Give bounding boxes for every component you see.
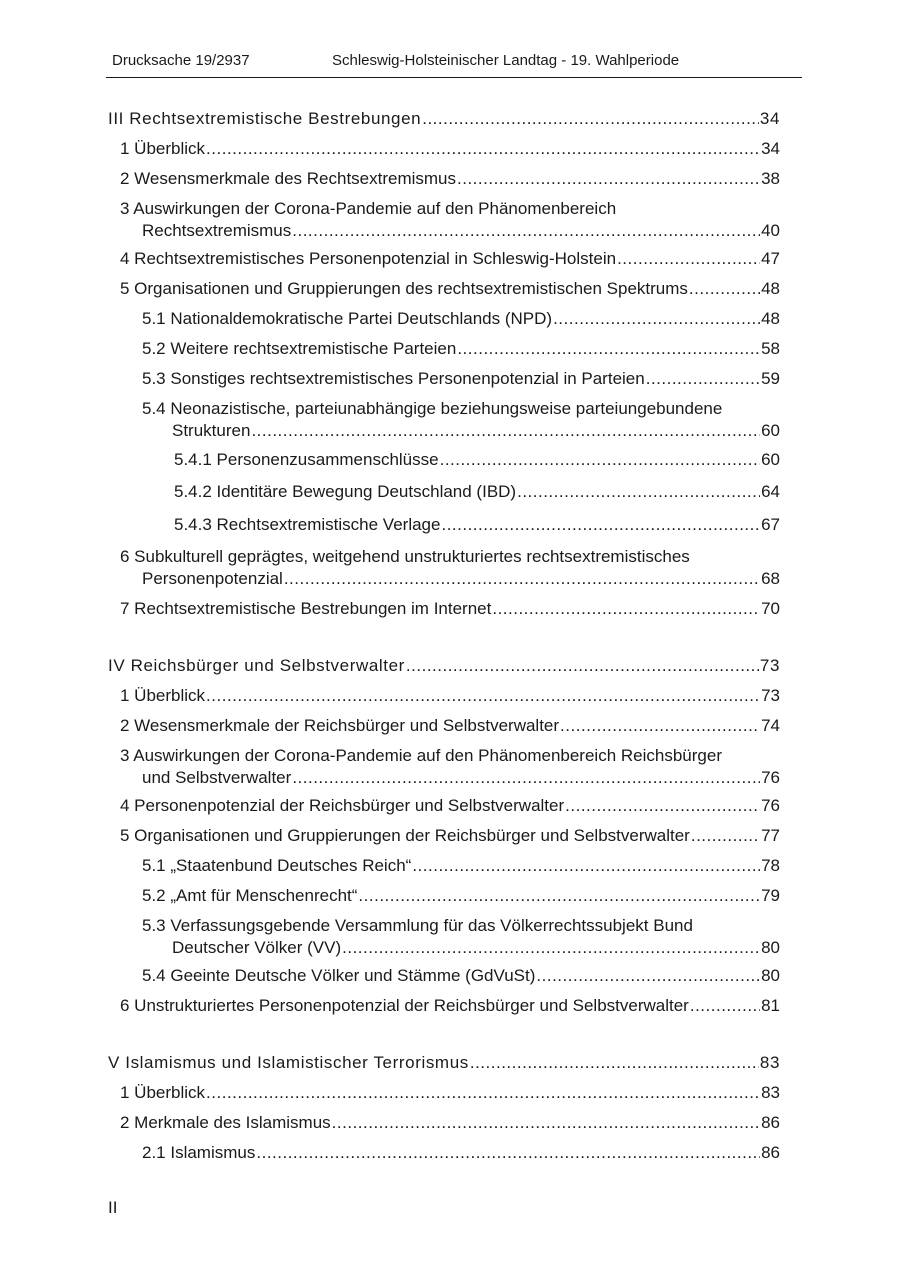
toc-entry-page: 34: [761, 139, 780, 158]
toc-entry-title: 1 Überblick: [120, 686, 206, 705]
toc-entry-title: Rechtsextremismus: [142, 221, 292, 240]
dot-leader: [406, 655, 759, 677]
toc-entry-title: 5.3 Sonstiges rechtsextremistisches Personenpotenzial in Parteien: [142, 369, 645, 388]
toc-entry-title: 5.1 „Staatenbund Deutsches Reich“: [142, 856, 412, 875]
toc-entry[interactable]: [120, 825, 780, 847]
toc-entry-page: 76: [761, 768, 780, 787]
toc-entry-title: 6 Subkulturell geprägtes, weitgehend unstrukturiertes rechtsextremistisches: [120, 547, 690, 566]
toc-entry[interactable]: [120, 745, 780, 789]
dot-leader: [251, 420, 760, 442]
toc-entry[interactable]: [120, 795, 780, 817]
toc-entry-page: 83: [759, 1053, 780, 1072]
toc-entry[interactable]: [120, 1112, 780, 1134]
dot-leader: [492, 598, 760, 620]
toc-entry-title: V Islamismus und Islamistischer Terrorismus: [108, 1053, 469, 1072]
dot-leader: [470, 1052, 759, 1074]
toc-entry[interactable]: [142, 855, 780, 877]
toc-entry-page: 74: [761, 716, 780, 735]
dot-leader: [441, 514, 760, 536]
toc-entry-page: 70: [761, 599, 780, 618]
dot-leader: [457, 168, 760, 190]
toc-entry-title: und Selbstverwalter: [142, 768, 292, 787]
toc-entry-page: 86: [761, 1143, 780, 1162]
parliament-title: Schleswig-Holsteinischer Landtag - 19. Wahlperiode: [332, 52, 680, 69]
toc-entry-page: 34: [759, 109, 780, 128]
toc-entry-title: 6 Unstrukturiertes Personenpotenzial der Reichsbürger und Selbstverwalter: [120, 996, 689, 1015]
toc-entry-page: 76: [761, 796, 780, 815]
dot-leader: [691, 825, 760, 847]
toc-entry-title: 3 Auswirkungen der Corona-Pandemie auf den Phänomenbereich Reichsbürger: [120, 746, 722, 765]
toc-entry-title: 3 Auswirkungen der Corona-Pandemie auf den Phänomenbereich: [120, 199, 617, 218]
dot-leader: [422, 108, 759, 130]
toc-entry[interactable]: [174, 481, 780, 503]
dot-leader: [206, 1082, 760, 1104]
dot-leader: [358, 885, 760, 907]
dot-leader: [517, 481, 760, 503]
toc-entry-title: 4 Rechtsextremistisches Personenpotenzial in Schleswig-Holstein: [120, 249, 617, 268]
toc-entry[interactable]: [120, 1082, 780, 1104]
toc-entry-page: 64: [761, 482, 780, 501]
dot-leader: [440, 449, 760, 471]
dot-leader: [457, 338, 760, 360]
toc-entry-page: 60: [761, 421, 780, 440]
toc-entry-title: 2 Wesensmerkmale der Reichsbürger und Selbstverwalter: [120, 716, 560, 735]
toc-entry-page: 59: [761, 369, 780, 388]
toc-entry-page: 86: [761, 1113, 780, 1132]
toc-entry-title: Personenpotenzial: [142, 569, 283, 588]
toc-entry-title: 5.2 „Amt für Menschenrecht“: [142, 886, 358, 905]
toc-entry[interactable]: [120, 598, 780, 620]
toc-entry[interactable]: [120, 248, 780, 270]
page-number: II: [108, 1198, 118, 1217]
toc-entry[interactable]: [174, 449, 780, 471]
toc-entry-title: 5.3 Verfassungsgebende Versammlung für das Völkerrechtssubjekt Bund: [142, 916, 693, 935]
toc-entry-title: 5.4 Geeinte Deutsche Völker und Stämme (GdVuSt): [142, 966, 536, 985]
toc-entry-page: 83: [761, 1083, 780, 1102]
toc-entry-title: 5.2 Weitere rechtsextremistische Parteien: [142, 339, 457, 358]
toc-entry-page: 73: [761, 686, 780, 705]
toc-entry[interactable]: [142, 965, 780, 987]
dot-leader: [206, 685, 760, 707]
toc-entry[interactable]: [108, 1052, 780, 1074]
toc-entry-page: 58: [761, 339, 780, 358]
toc-entry-page: 48: [761, 309, 780, 328]
toc-entry-page: 68: [761, 569, 780, 588]
toc-entry-title: IV Reichsbürger und Selbstverwalter: [108, 656, 405, 675]
toc-entry-title: 7 Rechtsextremistische Bestrebungen im Internet: [120, 599, 492, 618]
dot-leader: [617, 248, 760, 270]
toc-entry[interactable]: [120, 715, 780, 737]
toc-entry-title: 1 Überblick: [120, 1083, 206, 1102]
toc-entry-title: 5 Organisationen und Gruppierungen des rechtsextremistischen Spektrums: [120, 279, 688, 298]
toc-entry-page: 48: [761, 279, 780, 298]
toc-entry[interactable]: [142, 368, 780, 390]
toc-entry-title: 5.4.2 Identitäre Bewegung Deutschland (IBD): [174, 482, 517, 501]
toc-entry-page: 40: [761, 221, 780, 240]
toc-entry-title: 5.4.1 Personenzusammenschlüsse: [174, 450, 439, 469]
dot-leader: [690, 995, 760, 1017]
dot-leader: [332, 1112, 760, 1134]
toc-entry-title: 5.4 Neonazistische, parteiunabhängige beziehungsweise parteiungebundene: [142, 399, 723, 418]
dot-leader: [536, 965, 760, 987]
toc-entry[interactable]: [120, 138, 780, 160]
toc-entry[interactable]: [142, 308, 780, 330]
toc-entry-title: 4 Personenpotenzial der Reichsbürger und Selbstverwalter: [120, 796, 565, 815]
toc-entry-page: 67: [761, 515, 780, 534]
toc-entry-page: 77: [761, 826, 780, 845]
toc-entry[interactable]: [120, 278, 780, 300]
toc-entry-page: 80: [761, 938, 780, 957]
toc-entry-title: III Rechtsextremistische Bestrebungen: [108, 109, 422, 128]
toc-entry[interactable]: [142, 338, 780, 360]
toc-entry[interactable]: [142, 398, 780, 442]
dot-leader: [284, 568, 760, 590]
toc-entry[interactable]: [120, 685, 780, 707]
toc-entry-title: Strukturen: [172, 421, 251, 440]
toc-entry[interactable]: [120, 198, 780, 242]
toc-entry-page: 38: [761, 169, 780, 188]
toc-entry-title: 2 Merkmale des Islamismus: [120, 1113, 331, 1132]
toc-entry-page: 80: [761, 966, 780, 985]
toc-entry-title: Deutscher Völker (VV): [172, 938, 342, 957]
toc-entry[interactable]: [142, 915, 780, 959]
dot-leader: [342, 937, 760, 959]
dot-leader: [292, 220, 760, 242]
toc-entry-title: 5 Organisationen und Gruppierungen der Reichsbürger und Selbstverwalter: [120, 826, 690, 845]
toc-entry[interactable]: [142, 885, 780, 907]
dot-leader: [560, 715, 760, 737]
toc-entry-page: 73: [759, 656, 780, 675]
toc-entry-page: 81: [761, 996, 780, 1015]
dot-leader: [553, 308, 760, 330]
dot-leader: [292, 767, 760, 789]
toc-entry[interactable]: [142, 1142, 780, 1164]
toc-entry-title: 5.1 Nationaldemokratische Partei Deutschlands (NPD): [142, 309, 553, 328]
dot-leader: [689, 278, 760, 300]
toc-entry-title: 5.4.3 Rechtsextremistische Verlage: [174, 515, 441, 534]
toc-entry[interactable]: [120, 995, 780, 1017]
dot-leader: [646, 368, 760, 390]
toc-entry-page: 60: [761, 450, 780, 469]
dot-leader: [412, 855, 760, 877]
toc-entry[interactable]: [174, 514, 780, 536]
toc-entry-page: 79: [761, 886, 780, 905]
toc-entry-page: 47: [761, 249, 780, 268]
toc-entry-title: 2.1 Islamismus: [142, 1143, 256, 1162]
toc-entry[interactable]: [120, 168, 780, 190]
dot-leader: [565, 795, 760, 817]
toc-entry[interactable]: [108, 655, 780, 677]
toc-entry-title: 1 Überblick: [120, 139, 206, 158]
toc-entry[interactable]: [108, 108, 780, 130]
dot-leader: [206, 138, 760, 160]
toc-entry-title: 2 Wesensmerkmale des Rechtsextremismus: [120, 169, 457, 188]
toc-entry-page: 78: [761, 856, 780, 875]
dot-leader: [256, 1142, 760, 1164]
toc-entry[interactable]: [120, 546, 780, 590]
document-number: Drucksache 19/2937: [112, 52, 250, 69]
